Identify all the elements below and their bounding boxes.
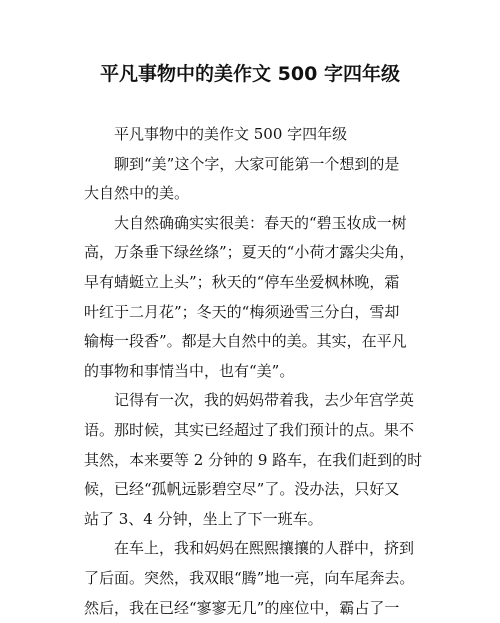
body-line: 站了 3、4 分钟，坐上了下一班车。 <box>84 505 424 535</box>
body-line: 记得有一次，我的妈妈带着我，去少年宫学英 <box>84 386 424 416</box>
body-line: 高，万条垂下绿丝绦”；夏天的“小荷才露尖尖角， <box>84 238 424 268</box>
body-line: 候，已经“孤帆远影碧空尽”了。没办法，只好又 <box>84 475 424 505</box>
document-title: 平凡事物中的美作文 500 字四年级 <box>0 60 500 88</box>
body-line: 聊到“美”这个字，大家可能第一个想到的是 <box>84 150 424 180</box>
body-line: 了后面。突然，我双眼“腾”地一亮，向车尾奔去。 <box>84 564 424 594</box>
body-line: 输梅一段香”。都是大自然中的美。其实，在平凡 <box>84 327 424 357</box>
body-line: 早有蜻蜓立上头”；秋天的“停车坐爱枫林晚，霜 <box>84 268 424 298</box>
body-line: 的事物和事情当中，也有“美”。 <box>84 357 424 387</box>
body-line: 大自然中的美。 <box>84 179 424 209</box>
body-line: 平凡事物中的美作文 500 字四年级 <box>84 120 424 150</box>
body-line: 叶红于二月花”；冬天的“梅须逊雪三分白，雪却 <box>84 298 424 328</box>
body-line: 大自然确确实实很美：春天的“碧玉妆成一树 <box>84 209 424 239</box>
body-line: 在车上，我和妈妈在熙熙攘攘的人群中，挤到 <box>84 534 424 564</box>
body-line: 然后，我在已经“寥寥无几”的座位中，霸占了一 <box>84 594 424 623</box>
body-line: 其然，本来要等 2 分钟的 9 路车，在我们赶到的时 <box>84 446 424 476</box>
document-body <box>84 120 424 623</box>
body-line: 语。那时候，其实已经超过了我们预计的点。果不 <box>84 416 424 446</box>
